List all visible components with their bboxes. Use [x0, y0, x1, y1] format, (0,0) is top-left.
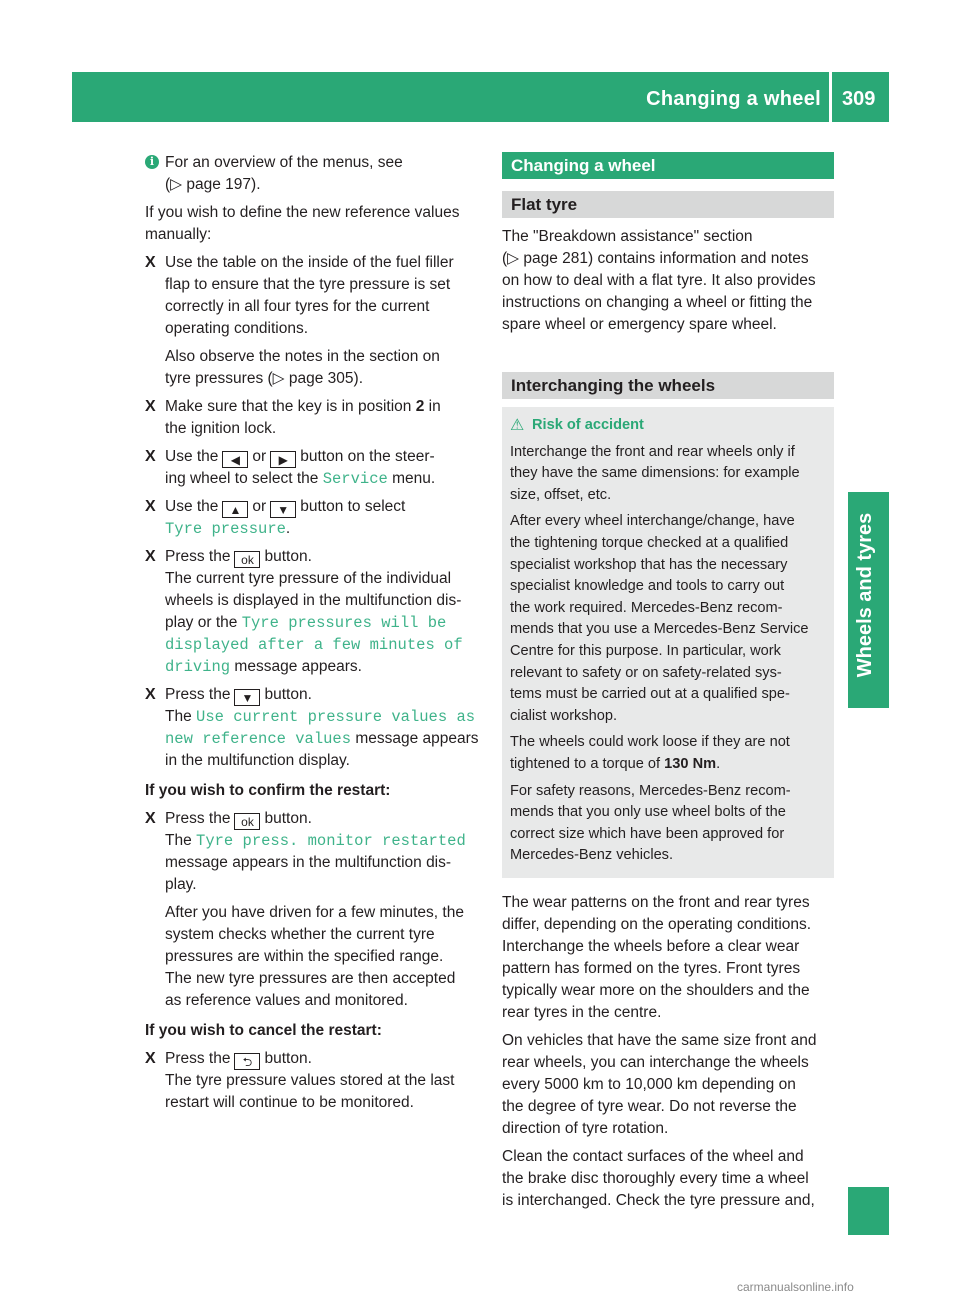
body-line: (▷ page 281) contains information and notes [502, 250, 809, 267]
warning-line: tightened to a torque of [510, 755, 665, 772]
step-text: Use the [165, 448, 219, 465]
step-text: Make sure that the key is in position [165, 398, 416, 415]
warning-line: they have the same dimensions: for example [510, 465, 800, 482]
body-line: pattern has formed on the tyres. Front tyres [502, 959, 801, 977]
body-line: instructions on changing a wheel or fitting the [502, 294, 813, 311]
warning-line: . [716, 755, 721, 772]
step-text: Also observe the notes in the section on [165, 348, 440, 365]
warning-line: the work required. Mercedes-Benz recom- [510, 599, 783, 616]
step-text: Use the [165, 498, 219, 515]
step-key-position [145, 396, 485, 440]
warning-line: tems must be carried out at a qualified spe- [510, 686, 790, 703]
step-text: in the multifunction display. [165, 752, 350, 769]
step-text: message appears [351, 730, 479, 747]
step-text: button. [264, 548, 312, 565]
body-line: every 5000 km to 10,000 km depending on [502, 1075, 796, 1093]
display-message: Tyre pressures will be [241, 614, 447, 632]
page-header-title: Changing a wheel [646, 88, 821, 110]
body-line: on how to deal with a flat tyre. It also provides [502, 272, 816, 289]
warning-triangle-icon: ⚠ [510, 417, 525, 434]
warning-line: After every wheel interchange/change, have [510, 513, 795, 530]
warning-line: Interchange the front and rear wheels only if [510, 443, 795, 460]
step-marker-icon: X [145, 686, 156, 703]
step-text: The [165, 708, 197, 725]
warning-line: Mercedes-Benz vehicles. [510, 847, 674, 864]
warning-line: The wheels could work loose if they are not [510, 734, 790, 751]
display-message: Use current pressure values as [196, 708, 476, 726]
body-line: typically wear more on the shoulders and the [502, 981, 810, 999]
step-text: menu. [387, 470, 436, 487]
body-line: Clean the contact surfaces of the wheel and [502, 1147, 804, 1165]
step-marker-icon: X [145, 448, 156, 465]
step-text: . [285, 520, 291, 537]
warning-line: cialist workshop. [510, 707, 618, 724]
body-line: rear wheels, you can interchange the wheels [502, 1053, 809, 1071]
step-select-service-menu [145, 446, 485, 490]
step-text: in [424, 398, 441, 415]
display-text-tyre-pressure: Tyre pressure [165, 520, 286, 538]
display-message: new reference values [165, 730, 352, 748]
step-press-down [145, 684, 485, 772]
clean-surfaces-paragraph [502, 1146, 834, 1212]
page-number: 309 [842, 88, 876, 110]
cancel-restart-heading: If you wish to cancel the restart: [145, 1022, 382, 1039]
wear-patterns-paragraph [502, 892, 834, 1024]
info-text: For an overview of the menus, see [165, 154, 403, 171]
body-line: rear tyres in the centre. [502, 1003, 662, 1021]
step-text: Press the [165, 1050, 231, 1067]
ok-button-icon: ok [234, 813, 260, 830]
step-text: Use the table on the inside of the fuel filler [165, 254, 454, 271]
step-press-ok [145, 546, 485, 678]
warning-paragraph [510, 442, 826, 507]
body-line: the brake disc thoroughly every time a wheel [502, 1169, 809, 1187]
step-text: or [252, 498, 267, 515]
warning-line: Centre for this purpose. In particular, work [510, 642, 781, 659]
body-line: The "Breakdown assistance" section [502, 228, 753, 245]
step-text: pressures are within the specified range. [165, 948, 444, 965]
key-position-value: 2 [415, 398, 425, 415]
step-text: correctly in all four tyres for the current [165, 298, 430, 315]
left-column [145, 152, 485, 1120]
side-marker-block [848, 1187, 889, 1235]
step-text: The [165, 832, 197, 849]
warning-line: relevant to safety or on safety-related sys- [510, 664, 782, 681]
info-note [145, 152, 485, 196]
confirm-restart-heading: If you wish to confirm the restart: [145, 782, 391, 799]
step-text: Press the [165, 810, 231, 827]
step-note [165, 902, 485, 1012]
warning-line: specialist knowledge and tools to carry out [510, 578, 785, 595]
body-line: the degree of tyre wear. Do not reverse the [502, 1097, 797, 1115]
step-text: operating conditions. [165, 320, 309, 337]
footer-watermark: carmanualsonline.info [737, 1280, 854, 1294]
subsection-heading-interchanging-wheels: Interchanging the wheels [502, 372, 834, 399]
warning-title-text: Risk of accident [532, 417, 644, 433]
step-text: or [252, 448, 267, 465]
step-text: play. [165, 876, 197, 893]
step-text: The current tyre pressure of the individual [165, 570, 452, 587]
intro-line: If you wish to define the new reference values [145, 204, 460, 221]
step-text: message appears. [230, 658, 362, 675]
step-text: Press the [165, 548, 231, 565]
warning-line: size, offset, etc. [510, 486, 612, 503]
step-text: system checks whether the current tyre [165, 926, 435, 943]
warning-line: correct size which have been approved for [510, 825, 785, 842]
ok-button-icon: ok [234, 551, 260, 568]
up-arrow-button-icon: ▲ [222, 501, 248, 518]
warning-paragraph [510, 511, 826, 727]
right-arrow-button-icon: ▶ [270, 451, 296, 468]
display-message: displayed after a few minutes of [165, 636, 463, 654]
display-text-service: Service [322, 470, 388, 488]
down-arrow-button-icon: ▼ [234, 689, 260, 706]
torque-value: 130 Nm [664, 755, 717, 772]
step-cancel-back [145, 1048, 485, 1114]
step-text: button on the steer- [300, 448, 435, 465]
header-separator [829, 72, 832, 122]
body-line: direction of tyre rotation. [502, 1119, 669, 1137]
body-line: Interchange the wheels before a clear wear [502, 937, 800, 955]
right-column [502, 152, 834, 1218]
warning-line: mends that you use a Mercedes-Benz Service [510, 621, 809, 638]
left-arrow-button-icon: ◀ [222, 451, 248, 468]
step-marker-icon: X [145, 254, 156, 271]
step-text: play or the [165, 614, 242, 631]
display-message: driving [165, 658, 231, 676]
step-marker-icon: X [145, 498, 156, 515]
step-text: The tyre pressure values stored at the last [165, 1072, 455, 1089]
body-line: On vehicles that have the same size front and [502, 1031, 817, 1049]
interchange-interval-paragraph [502, 1030, 834, 1140]
step-text: button to select [300, 498, 406, 515]
warning-paragraph [510, 732, 826, 775]
intro-line: manually: [145, 226, 212, 243]
step-note [165, 346, 485, 390]
step-text: Press the [165, 686, 231, 703]
flat-tyre-paragraph [502, 226, 834, 336]
body-line: spare wheel or emergency spare wheel. [502, 316, 777, 333]
warning-box [502, 407, 834, 878]
down-arrow-button-icon: ▼ [270, 501, 296, 518]
step-text: button. [264, 686, 312, 703]
info-page-ref: (▷ page 197). [165, 176, 261, 193]
step-text: wheels is displayed in the multifunction dis- [165, 592, 462, 609]
step-text: message appears in the multifunction dis- [165, 854, 452, 871]
step-text: tyre pressures (▷ page 305). [165, 370, 364, 387]
step-text: ing wheel to select the [165, 470, 323, 487]
info-icon: i [145, 155, 159, 169]
step-marker-icon: X [145, 1050, 156, 1067]
warning-line: For safety reasons, Mercedes-Benz recom- [510, 782, 791, 799]
section-heading-changing-wheel: Changing a wheel [502, 152, 834, 179]
warning-line: mends that you only use wheel bolts of the [510, 804, 786, 821]
warning-line: specialist workshop that has the necessary [510, 556, 788, 573]
warning-paragraph [510, 781, 826, 867]
back-button-icon: ⮌ [234, 1053, 260, 1070]
step-marker-icon: X [145, 548, 156, 565]
step-confirm-ok [145, 808, 485, 896]
intro-paragraph [145, 202, 485, 246]
body-line: differ, depending on the operating conditions. [502, 915, 812, 933]
warning-line: the tightening torque checked at a qualified [510, 534, 789, 551]
step-marker-icon: X [145, 398, 156, 415]
warning-title [510, 415, 826, 437]
display-message: Tyre press. monitor restarted [196, 832, 466, 850]
step-select-tyre-pressure [145, 496, 485, 540]
step-marker-icon: X [145, 810, 156, 827]
step-text: as reference values and monitored. [165, 992, 408, 1009]
step-check-pressure [145, 252, 485, 340]
step-text: the ignition lock. [165, 420, 277, 437]
body-line: The wear patterns on the front and rear tyres [502, 893, 810, 911]
step-text: After you have driven for a few minutes, the [165, 904, 464, 921]
step-text: button. [264, 1050, 312, 1067]
step-text: button. [264, 810, 312, 827]
step-text: restart will continue to be monitored. [165, 1094, 414, 1111]
chapter-side-tab-label: Wheels and tyres [854, 512, 876, 678]
step-text: The new tyre pressures are then accepted [165, 970, 456, 987]
body-line: is interchanged. Check the tyre pressure and, [502, 1191, 815, 1209]
step-text: flap to ensure that the tyre pressure is set [165, 276, 451, 293]
subsection-heading-flat-tyre: Flat tyre [502, 191, 834, 218]
